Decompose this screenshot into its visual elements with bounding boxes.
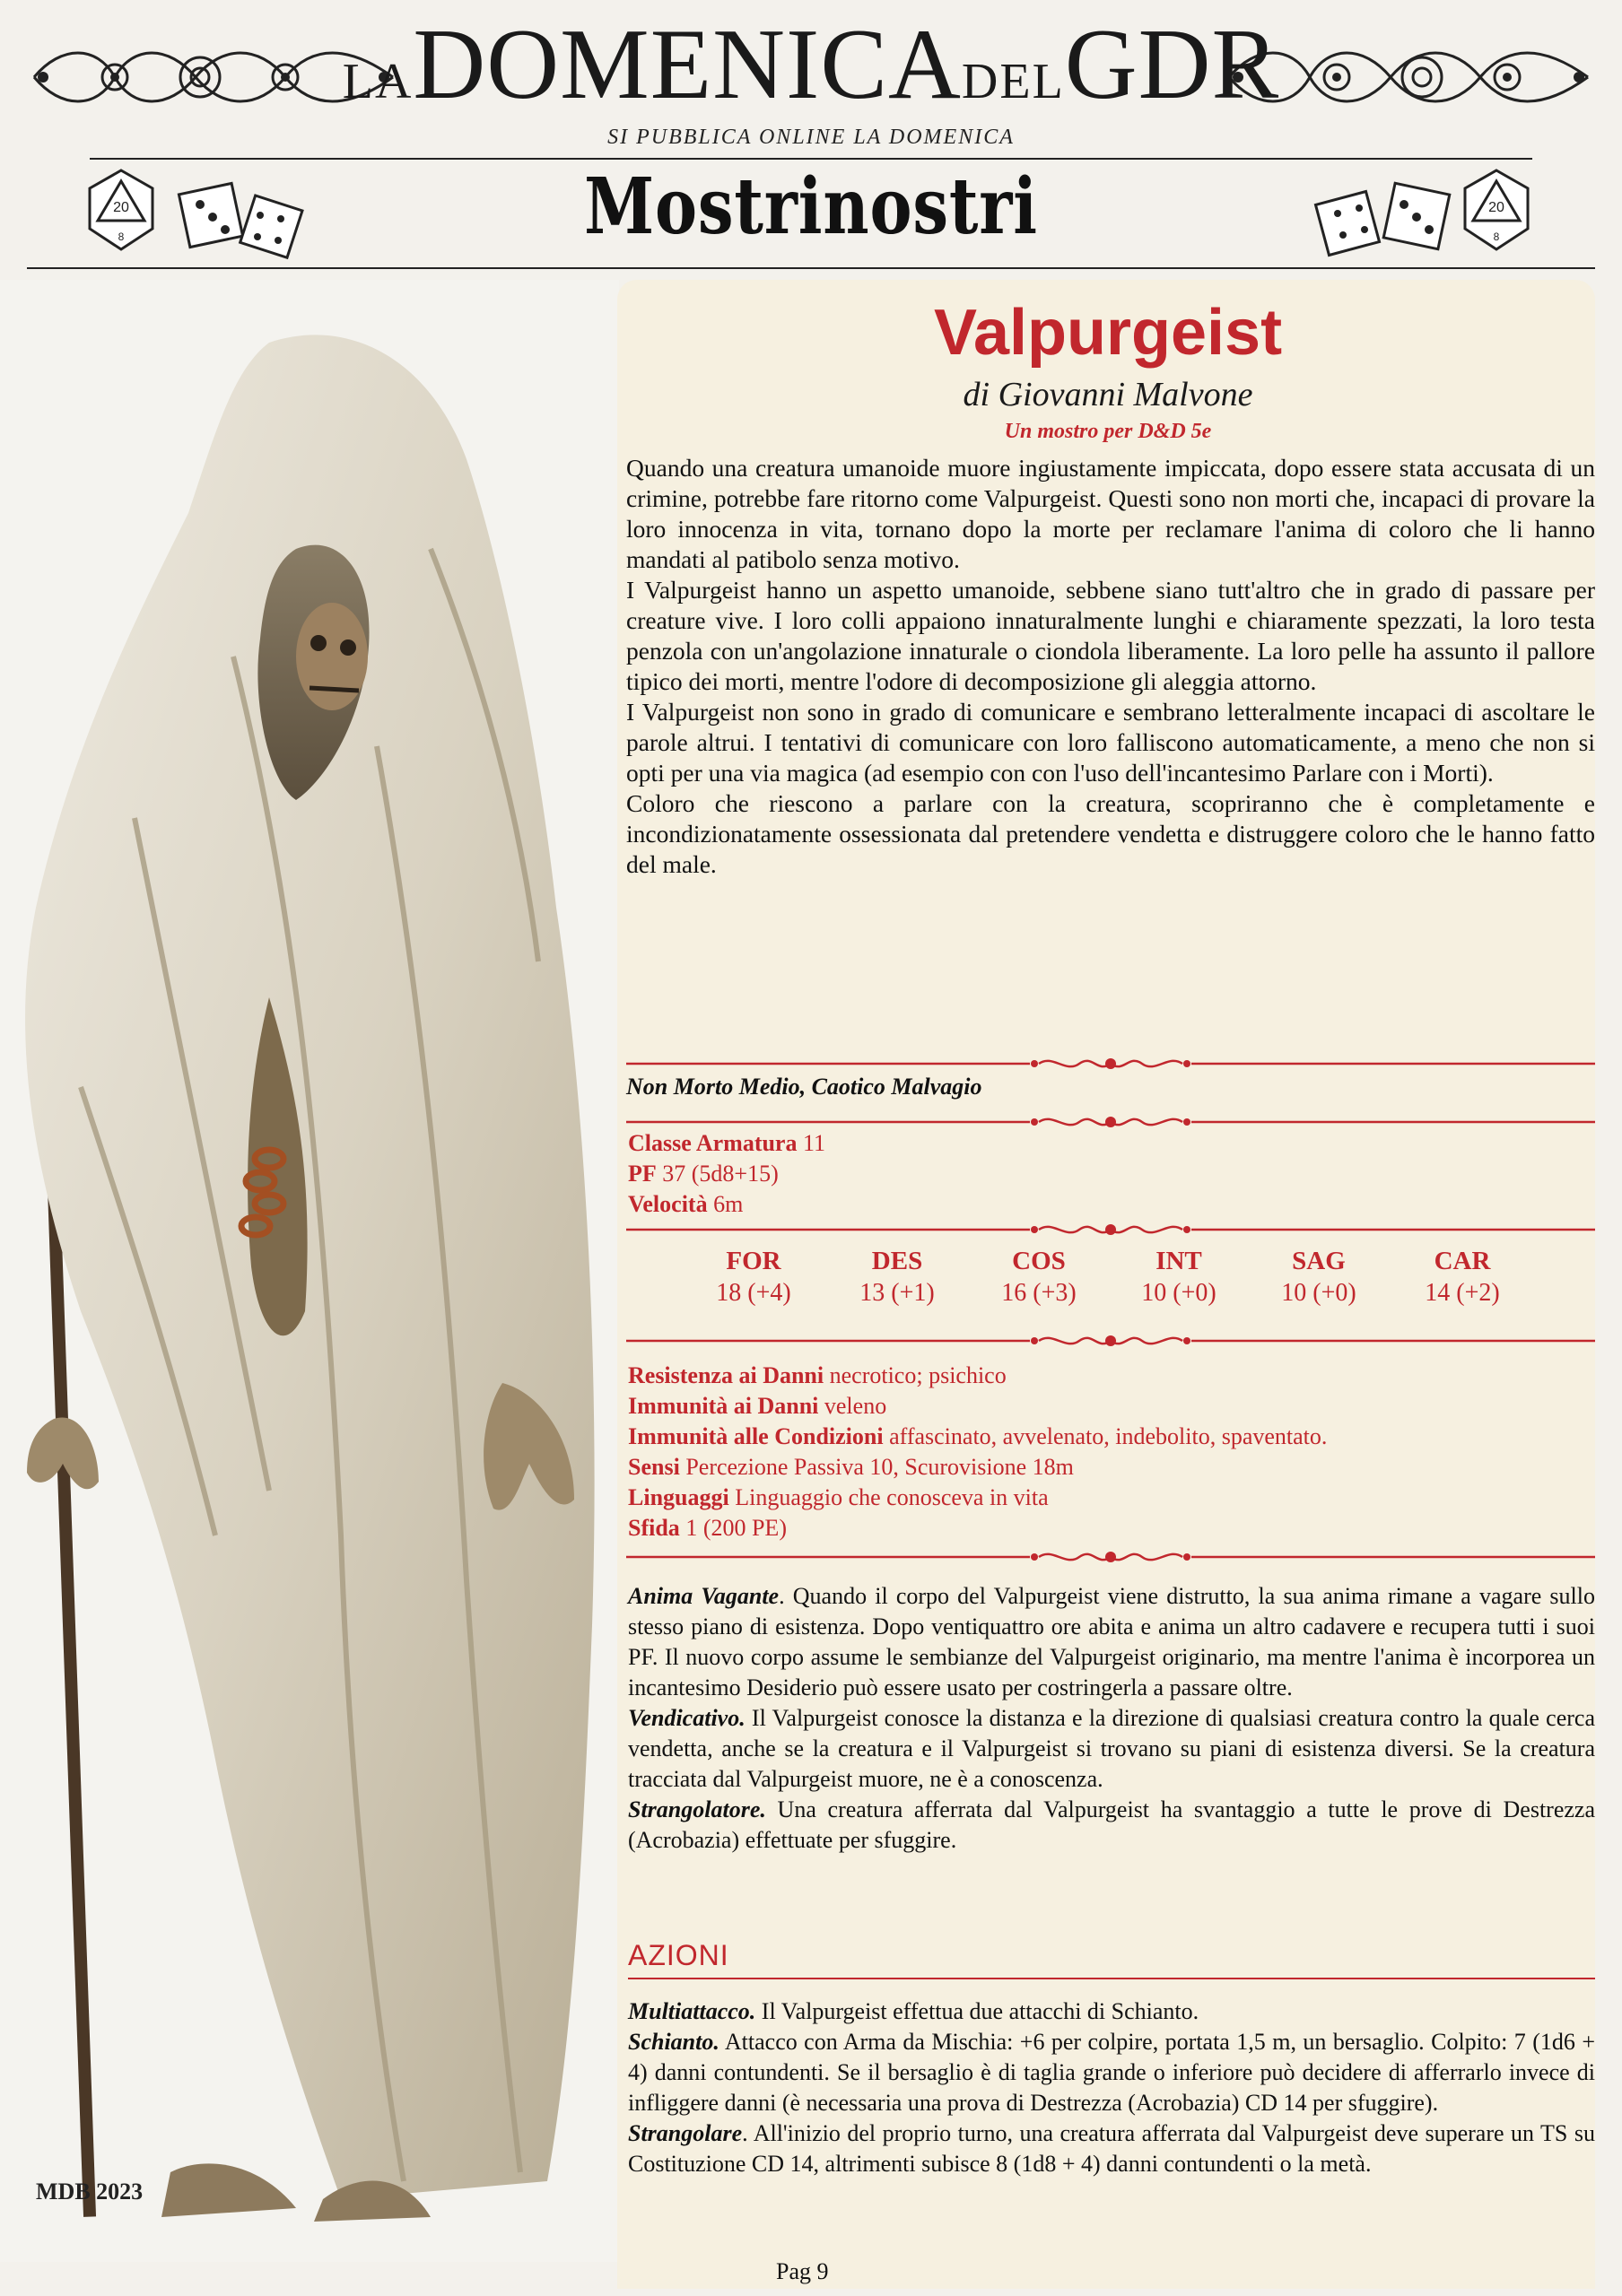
ability-for: FOR 18 (+4) xyxy=(716,1247,791,1307)
property-row: Linguaggi Linguaggio che conosceva in vita xyxy=(628,1484,1049,1510)
monster-name: Valpurgeist xyxy=(933,297,1283,369)
brand-domenica: DOMENICA xyxy=(413,9,962,120)
artist-signature: MDB 2023 xyxy=(36,2179,144,2205)
header-rule xyxy=(27,267,1595,269)
monster-subtitle: Un mostro per D&D 5e xyxy=(1004,420,1212,443)
ornamental-divider-icon xyxy=(626,1331,1595,1351)
ornamental-divider-icon xyxy=(626,1220,1595,1239)
creature-type: Non Morto Medio, Caotico Malvagio xyxy=(626,1074,982,1100)
properties-block xyxy=(628,1361,1327,1544)
valpurgeist-illustration xyxy=(0,280,619,2262)
ability-scores xyxy=(682,1245,1561,1317)
intro-paragraph: Coloro che riescono a parlare con la creatura, scopriranno che è completamente e incondizionatamente ossessionata dal pretendere vendetta e distruggere coloro che le hanno fatto del male. xyxy=(626,789,1595,878)
intro-text xyxy=(626,453,1595,880)
stat-speed: Velocità 6m xyxy=(628,1191,744,1217)
ability-car: CAR 14 (+2) xyxy=(1425,1247,1500,1307)
header-rule xyxy=(90,158,1532,160)
stat-hit-points: PF 37 (5d8+15) xyxy=(628,1161,779,1187)
ability-cos: COS 16 (+3) xyxy=(1001,1247,1077,1307)
ornamental-divider-icon xyxy=(626,1547,1595,1567)
action-paragraph: Strangolare. All'inizio del proprio turno, una creatura afferrata dal Valpurgeist deve superare un TS su Costituzione CD 14, altrimenti subisce 8 (1d8 + 4) danni contundenti o la metà. xyxy=(628,2120,1595,2177)
trait-paragraph: Anima Vagante. Quando il corpo del Valpurgeist viene distrutto, la sua anima rimane a vagare sullo stesso piano di esistenza. Dopo ventiquattro ore abita e anima un altro cadavere e recupera tutti i suoi PF. Il nuovo corpo assume le sembianze del Valpurgeist originario, ma mentre l'anima è incorporea un incantesimo Desiderio può essere usato per costringerla a passare oltre. xyxy=(628,1583,1595,1700)
svg-text:8: 8 xyxy=(1493,230,1500,243)
dice-icon xyxy=(1304,161,1537,260)
stat-armor-class: Classe Armatura 11 xyxy=(628,1130,826,1156)
property-row: Resistenza ai Danni necrotico; psichico xyxy=(628,1362,1007,1388)
traits-block xyxy=(628,1581,1595,1856)
masthead xyxy=(0,0,1622,278)
tagline: SI PUBBLICA ONLINE LA DOMENICA xyxy=(607,126,1015,149)
page-number: Pag 9 xyxy=(776,2258,829,2284)
brand-la: LA xyxy=(342,54,414,109)
ability-int: INT 10 (+0) xyxy=(1141,1247,1216,1307)
actions-heading: AZIONI xyxy=(628,1939,729,1971)
ornamental-divider-icon xyxy=(626,1054,1595,1074)
defense-block xyxy=(628,1128,825,1220)
brand-gdr: GDR xyxy=(1064,9,1280,120)
trait-paragraph: Vendicativo. Il Valpurgeist conosce la distanza e la direzione di qualsiasi creatura contro la quale cerca vendetta, anche se la creatura e il Valpurgeist si trovano su piani di esistenza diversi. Se la creatura tracciata dal Valpurgeist muore, ne è a conoscenza. xyxy=(628,1705,1595,1792)
property-row: Sfida 1 (200 PE) xyxy=(628,1515,787,1541)
property-row: Immunità alle Condizioni affascinato, avvelenato, indebolito, spaventato. xyxy=(628,1423,1328,1449)
svg-text:20: 20 xyxy=(1488,200,1504,215)
intro-paragraph: I Valpurgeist non sono in grado di comunicare e sembrano letteralmente incapaci di ascoltare le parole altrui. I tentativi di comunicare con loro falliscono automaticamente, a meno che non si opti per una via magica (ad esempio con con l'uso dell'incantesimo Parlare con i Morti). xyxy=(626,698,1595,787)
svg-text:8: 8 xyxy=(118,230,125,243)
author-line: di Giovanni Malvone xyxy=(963,376,1253,413)
action-paragraph: Schianto. Attacco con Arma da Mischia: +6 per colpire, portata 1,5 m, un bersaglio. Colpito: 7 (1d6 + 4) danni contundenti. Se il bersaglio è di taglia grande o inferiore può decidere di afferrarlo invece di infliggere danni (è necessaria una prova di Destrezza (Acrobazia) CD 14 per sfuggire). xyxy=(628,2029,1595,2116)
trait-paragraph: Strangolatore. Una creatura afferrata dal Valpurgeist ha svantaggio a tutte le prove di Destrezza (Acrobazia) effettuate per sfuggire. xyxy=(628,1796,1595,1853)
section-title: Mostrinostri xyxy=(584,161,1038,252)
actions-rule xyxy=(628,1978,1595,1979)
svg-text:20: 20 xyxy=(113,200,129,215)
intro-paragraph: Quando una creatura umanoide muore ingiustamente impiccata, dopo essere stata accusata di un crimine, potrebbe fare ritorno come Valpurgeist. Questi sono non morti che, incapaci di provare la loro innocenza in vita, tornano dopo la morte per reclamare l'anima di coloro che li hanno mandati al patibolo senza motivo. xyxy=(626,454,1595,573)
property-row: Immunità ai Danni veleno xyxy=(628,1393,887,1419)
ability-des: DES 13 (+1) xyxy=(859,1247,935,1307)
property-row: Sensi Percezione Passiva 10, Scurovisione 18m xyxy=(628,1454,1074,1480)
action-paragraph: Multiattacco. Il Valpurgeist effettua due attacchi di Schianto. xyxy=(628,1998,1199,2024)
actions-block xyxy=(628,1996,1595,2179)
ability-sag: SAG 10 (+0) xyxy=(1281,1247,1356,1307)
masthead-brand xyxy=(0,7,1622,123)
brand-del: DEL xyxy=(961,54,1065,109)
intro-paragraph: I Valpurgeist hanno un aspetto umanoide, sebbene siano tutt'altro che in grado di passare per creature vive. I loro colli appaiono innaturalmente lunghi e chiaramente spezzati, la loro testa penzola con un'angolazione innaturale o ciondola liberamente. La loro pelle ha assunto il pallore tipico dei morti, mentre l'odore di decomposizione gli aleggia attorno. xyxy=(626,576,1595,695)
